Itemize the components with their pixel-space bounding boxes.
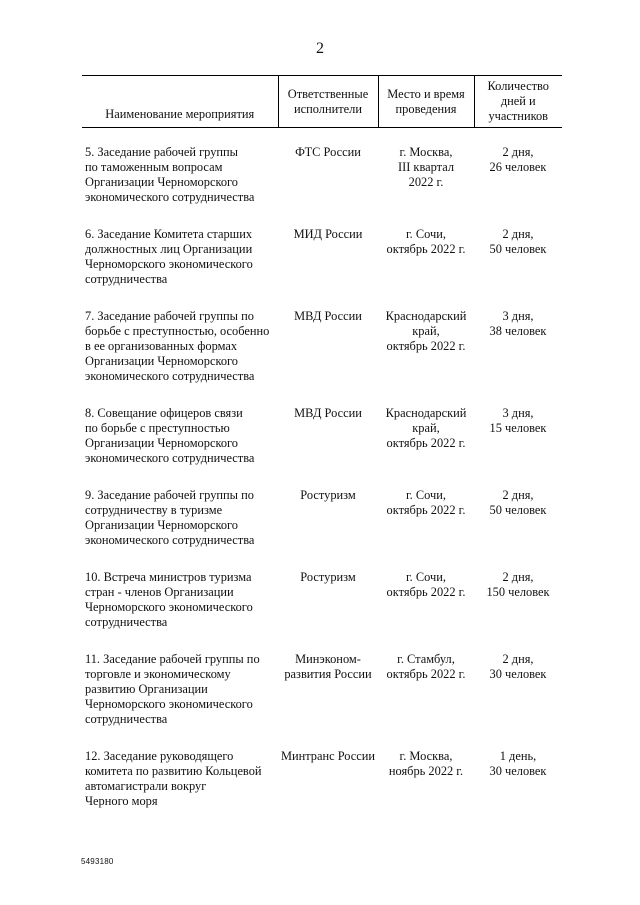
cell-line: должностных лиц Организации: [85, 242, 253, 256]
cell-line: экономического сотрудничества: [85, 451, 255, 465]
place-time-cell: [378, 488, 474, 570]
responsible-cell: [278, 128, 378, 228]
responsible-cell: [278, 488, 378, 570]
cell-line: 2 дня,: [502, 227, 534, 241]
cell-line: Ростуризм: [300, 488, 356, 502]
cell-line: 5. Заседание рабочей группы: [85, 145, 238, 159]
place-time-cell: [378, 128, 474, 228]
cell-line: 3 дня,: [502, 309, 534, 323]
cell-line: г. Сочи,: [406, 570, 446, 584]
place-time-cell: [378, 406, 474, 488]
cell-line: Краснодарский: [385, 406, 467, 420]
cell-line: сотрудничества: [85, 712, 168, 726]
cell-line: Черноморского экономического: [85, 257, 253, 271]
header-row: [82, 76, 562, 128]
cell-line: г. Сочи,: [406, 227, 446, 241]
cell-line: 50 человек: [489, 242, 547, 256]
cell-line: 9. Заседание рабочей группы по: [85, 488, 254, 502]
cell-line: борьбе с преступностью, особенно: [85, 324, 270, 338]
cell-line: край,: [412, 421, 440, 435]
table-row: [82, 652, 562, 749]
table-body: [82, 128, 562, 832]
cell-line: исполнители: [294, 101, 362, 116]
cell-line: Организации Черноморского: [85, 354, 238, 368]
cell-line: 2022 г.: [408, 175, 444, 189]
table-row: [82, 488, 562, 570]
cell-line: в ее организованных формах: [85, 339, 238, 353]
responsible-cell: [278, 309, 378, 406]
cell-line: Ответственные: [287, 86, 369, 101]
cell-line: г. Москва,: [399, 749, 453, 763]
cell-line: МВД России: [294, 406, 362, 420]
column-header-responsible: [278, 76, 378, 128]
cell-line: экономического сотрудничества: [85, 369, 255, 383]
cell-line: октябрь 2022 г.: [386, 436, 466, 450]
cell-line: сотрудничеству в туризме: [85, 503, 223, 517]
responsible-cell: [278, 227, 378, 309]
days-participants-cell: [474, 749, 562, 831]
table-header: [82, 76, 562, 128]
event-name-cell: [82, 488, 278, 570]
cell-line: Организации Черноморского: [85, 175, 238, 189]
cell-line: дней и: [500, 94, 536, 108]
cell-line: Минэконом-: [295, 652, 361, 666]
cell-line: экономического сотрудничества: [85, 533, 255, 547]
cell-line: г. Сочи,: [406, 488, 446, 502]
cell-line: октябрь 2022 г.: [386, 339, 466, 353]
page-number: 2: [316, 40, 324, 57]
cell-line: октябрь 2022 г.: [386, 242, 466, 256]
cell-line: ноябрь 2022 г.: [388, 764, 464, 778]
cell-line: октябрь 2022 г.: [386, 503, 466, 517]
days-participants-cell: [474, 406, 562, 488]
cell-line: 10. Встреча министров туризма: [85, 570, 252, 584]
cell-line: Черного моря: [85, 794, 158, 808]
cell-line: торговле и экономическому: [85, 667, 231, 681]
cell-line: 150 человек: [486, 585, 550, 599]
cell-line: 6. Заседание Комитета старших: [85, 227, 253, 241]
place-time-cell: [378, 570, 474, 652]
cell-line: 3 дня,: [502, 406, 534, 420]
cell-line: комитета по развитию Кольцевой: [85, 764, 262, 778]
cell-line: октябрь 2022 г.: [386, 585, 466, 599]
cell-line: Черноморского экономического: [85, 697, 253, 711]
responsible-cell: [278, 652, 378, 749]
event-name-cell: [82, 406, 278, 488]
cell-line: по таможенным вопросам: [85, 160, 223, 174]
event-name-cell: [82, 309, 278, 406]
responsible-cell: [278, 570, 378, 652]
cell-line: 50 человек: [489, 503, 547, 517]
column-header-event-name: [82, 76, 278, 128]
cell-line: 15 человек: [489, 421, 547, 435]
cell-line: 12. Заседание руководящего: [85, 749, 234, 763]
table-row: [82, 749, 562, 831]
cell-line: ФТС России: [295, 145, 361, 159]
event-name-cell: [82, 749, 278, 831]
events-table: [82, 75, 562, 831]
cell-line: 26 человек: [489, 160, 547, 174]
cell-line: 30 человек: [489, 764, 547, 778]
cell-line: Место и время: [387, 86, 465, 101]
days-participants-cell: [474, 570, 562, 652]
cell-line: МВД России: [294, 309, 362, 323]
cell-line: 38 человек: [489, 324, 547, 338]
place-time-cell: [378, 749, 474, 831]
cell-line: 2 дня,: [502, 145, 534, 159]
days-participants-cell: [474, 227, 562, 309]
cell-line: сотрудничества: [85, 615, 168, 629]
event-name-cell: [82, 570, 278, 652]
cell-line: 2 дня,: [502, 652, 534, 666]
cell-line: 8. Совещание офицеров связи: [85, 406, 243, 420]
column-header-days-participants: [474, 76, 562, 128]
responsible-cell: [278, 406, 378, 488]
cell-line: МИД России: [293, 227, 363, 241]
cell-line: 1 день,: [499, 749, 537, 763]
cell-line: Краснодарский: [385, 309, 467, 323]
cell-line: по борьбе с преступностью: [85, 421, 230, 435]
cell-line: 30 человек: [489, 667, 547, 681]
cell-line: экономического сотрудничества: [85, 190, 255, 204]
cell-line: край,: [412, 324, 440, 338]
responsible-cell: [278, 749, 378, 831]
table-row: [82, 309, 562, 406]
cell-line: сотрудничества: [85, 272, 168, 286]
cell-line: Черноморского экономического: [85, 600, 253, 614]
cell-line: автомагистрали вокруг: [85, 779, 207, 793]
days-participants-cell: [474, 652, 562, 749]
table-row: [82, 570, 562, 652]
place-time-cell: [378, 227, 474, 309]
column-header-place-time: [378, 76, 474, 128]
cell-line: октябрь 2022 г.: [386, 667, 466, 681]
cell-line: 2 дня,: [502, 570, 534, 584]
cell-line: развитию Организации: [85, 682, 208, 696]
cell-line: Организации Черноморского: [85, 436, 238, 450]
cell-line: Наименование мероприятия: [105, 107, 255, 121]
days-participants-cell: [474, 488, 562, 570]
cell-line: Минтранс России: [280, 749, 376, 763]
place-time-cell: [378, 652, 474, 749]
document-id: 5493180: [81, 857, 114, 866]
cell-line: г. Стамбул,: [397, 652, 455, 666]
cell-line: стран - членов Организации: [85, 585, 234, 599]
cell-line: 7. Заседание рабочей группы по: [85, 309, 254, 323]
event-name-cell: [82, 128, 278, 228]
cell-line: развития России: [284, 667, 372, 681]
cell-line: 2 дня,: [502, 488, 534, 502]
cell-line: III квартал: [397, 160, 455, 174]
table-row: [82, 227, 562, 309]
cell-line: Организации Черноморского: [85, 518, 238, 532]
days-participants-cell: [474, 309, 562, 406]
cell-line: Количество: [487, 79, 549, 93]
cell-line: участников: [488, 109, 549, 123]
cell-line: г. Москва,: [399, 145, 453, 159]
cell-line: проведения: [395, 101, 457, 116]
event-name-cell: [82, 227, 278, 309]
days-participants-cell: [474, 128, 562, 228]
cell-line: 11. Заседание рабочей группы по: [85, 652, 260, 666]
event-name-cell: [82, 652, 278, 749]
table-row: [82, 128, 562, 228]
cell-line: Ростуризм: [300, 570, 356, 584]
place-time-cell: [378, 309, 474, 406]
table-row: [82, 406, 562, 488]
